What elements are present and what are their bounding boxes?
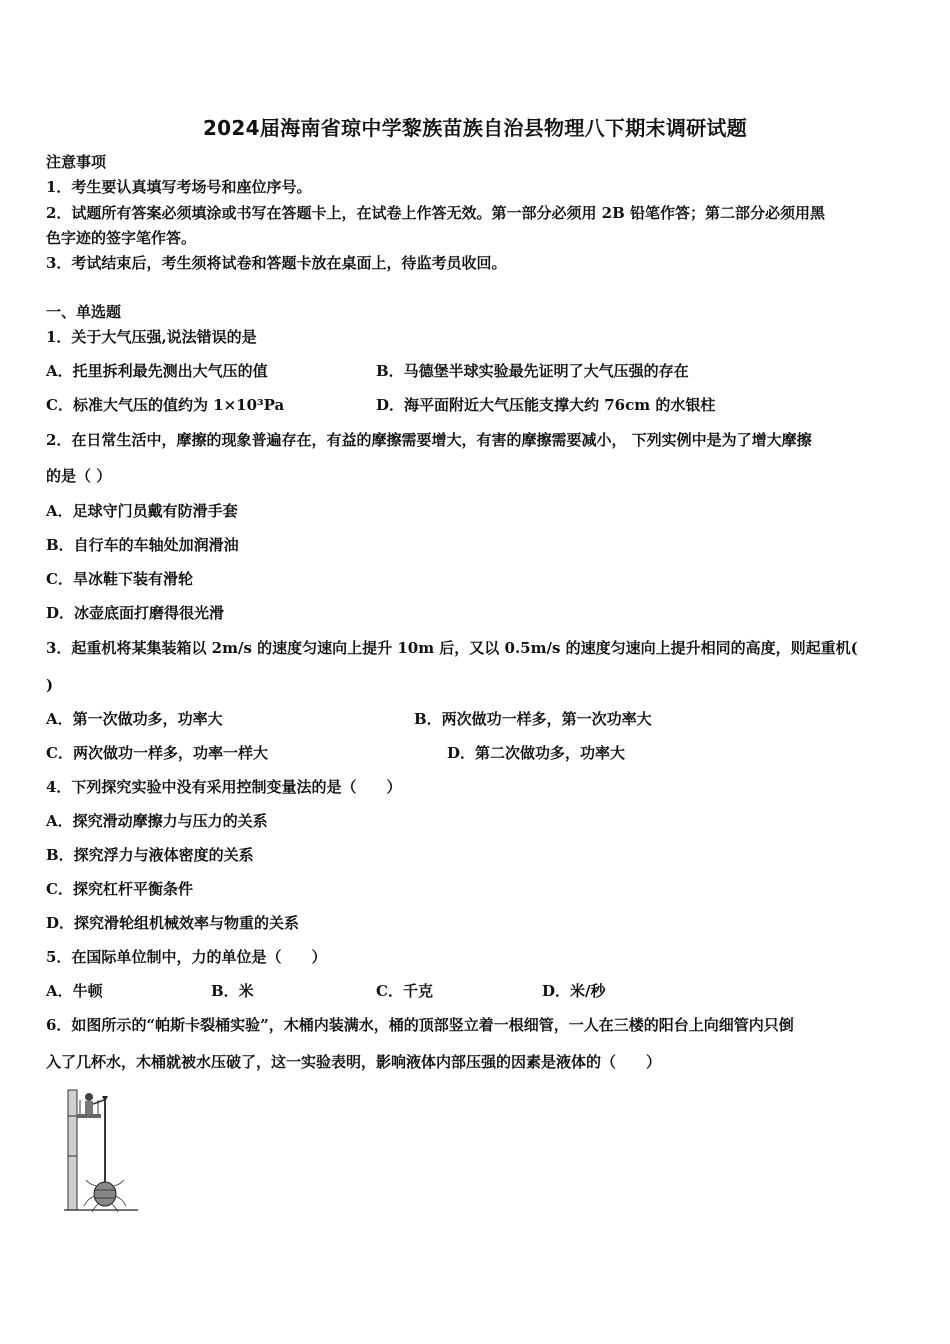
option-d: D．米/秒 <box>542 982 606 1000</box>
option-d: D．探究滑轮组机械效率与物重的关系 <box>46 914 300 932</box>
option-a: A．托里拆利最先测出大气压的值 <box>46 362 268 380</box>
question-stem: 4．下列探究实验中没有采用控制变量法的是（ ） <box>46 778 402 796</box>
option-c: C．千克 <box>376 982 433 1000</box>
question-stem: 的是（ ） <box>46 467 112 485</box>
question-stem: 2．在日常生活中，摩擦的现象普遍存在，有益的摩擦需要增大，有害的摩擦需要减小， 下列实例中是为了增大摩擦 <box>46 431 812 449</box>
barrel-icon <box>94 1182 116 1206</box>
option-a: A．足球守门员戴有防滑手套 <box>46 502 238 520</box>
option-a: A．牛顿 <box>46 982 103 1000</box>
notice-item: 2．试题所有答案必须填涂或书写在答题卡上，在试卷上作答无效。第一部分必须用 2B 铅笔作答；第二部分必须用黑 <box>46 204 826 222</box>
option-c: C．两次做功一样多，功率一样大 <box>46 744 268 762</box>
option-c: C．标准大气压的值约为 1×10³Pa <box>46 396 285 414</box>
building-wall <box>68 1090 77 1210</box>
option-a: A．探究滑动摩擦力与压力的关系 <box>46 812 268 830</box>
section-heading: 一、单选题 <box>46 303 122 321</box>
question-stem: 入了几杯水，木桶就被水压破了，这一实验表明，影响液体内部压强的因素是液体的（ ） <box>46 1053 662 1071</box>
notice-item: 1．考生要认真填写考场号和座位序号。 <box>46 178 312 196</box>
question-stem: 5．在国际单位制中，力的单位是（ ） <box>46 948 327 966</box>
notice-heading: 注意事项 <box>46 153 107 171</box>
question-stem: 3．起重机将某集装箱以 2m/s 的速度匀速向上提升 10m 后，又以 0.5m/s 的速度匀速向上提升相同的高度，则起重机( <box>46 639 858 657</box>
person-icon <box>85 1093 93 1101</box>
option-d: D．海平面附近大气压能支撑大约 76cm 的水银柱 <box>376 396 716 414</box>
notice-item: 3．考试结束后，考生须将试卷和答题卡放在桌面上，待监考员收回。 <box>46 254 507 272</box>
option-b: B．马德堡半球实验最先证明了大气压强的存在 <box>376 362 689 380</box>
option-b: B．两次做功一样多，第一次功率大 <box>414 710 652 728</box>
option-b: B．自行车的车轴处加润滑油 <box>46 536 239 554</box>
notice-item: 色字迹的签字笔作答。 <box>46 229 197 247</box>
question-stem: 6．如图所示的“帕斯卡裂桶实验”，木桶内装满水，桶的顶部竖立着一根细管，一人在三楼的阳台上向细管内只倒 <box>46 1016 794 1034</box>
page-title: 2024届海南省琼中学黎族苗族自治县物理八下期末调研试题 <box>202 116 748 140</box>
option-a: A．第一次做功多，功率大 <box>46 710 223 728</box>
question-stem: 1．关于大气压强,说法错误的是 <box>46 328 257 346</box>
option-b: B．探究浮力与液体密度的关系 <box>46 846 254 864</box>
question-stem: ) <box>46 676 54 694</box>
balcony <box>77 1114 101 1118</box>
pascal-barrel-figure <box>62 1086 142 1214</box>
option-b: B．米 <box>211 982 254 1000</box>
option-c: C．旱冰鞋下装有滑轮 <box>46 570 193 588</box>
option-d: D．冰壶底面打磨得很光滑 <box>46 604 225 622</box>
option-d: D．第二次做功多，功率大 <box>447 744 626 762</box>
option-c: C．探究杠杆平衡条件 <box>46 880 193 898</box>
